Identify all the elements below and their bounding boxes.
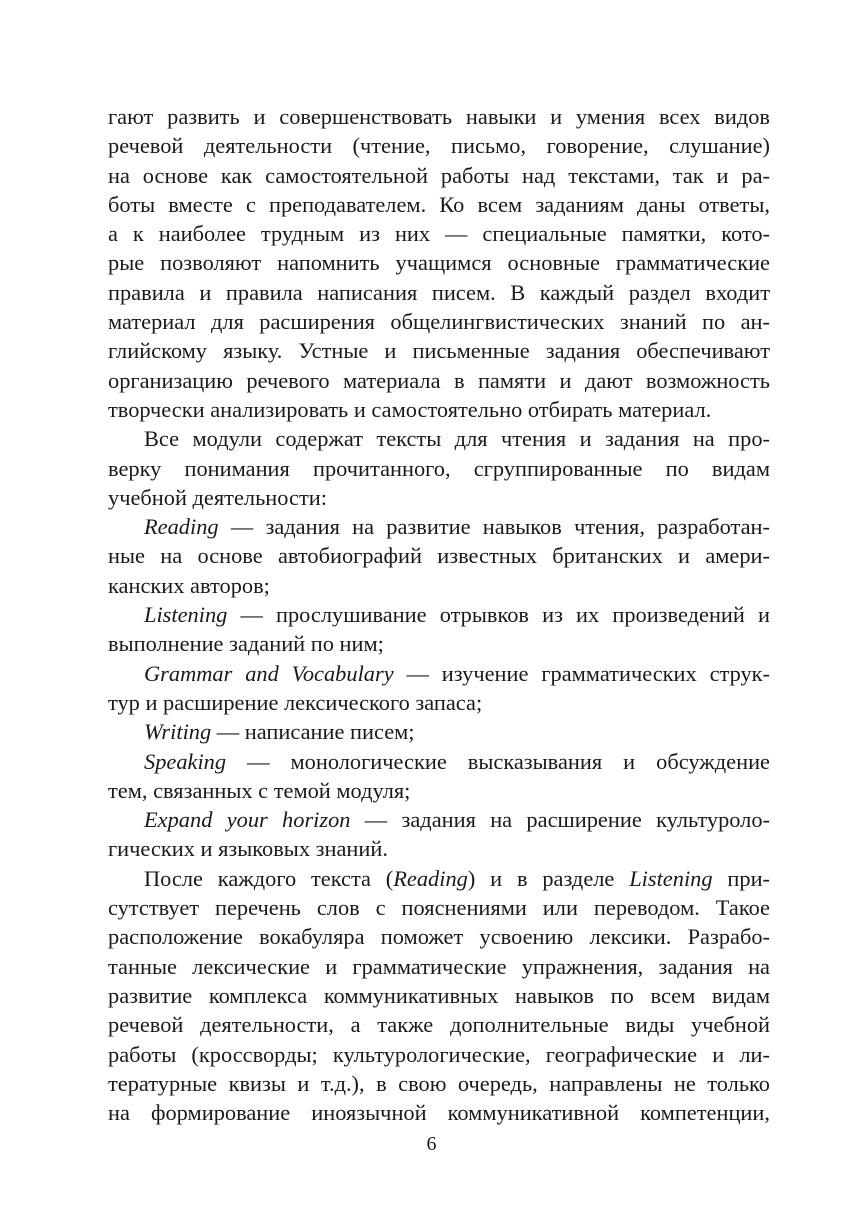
activity-item-listening [108,600,770,659]
activity-item-expand [108,805,770,864]
text-line: выполнение заданий по ним; [108,631,384,657]
activity-item-speaking [108,747,770,806]
text-line: тем, связанных с темой модуля; [108,777,411,803]
text-line: тературные квизы и т.д.), в свою очередь, направлены не только [108,1070,770,1096]
text-line: Reading — задания на развитие навыков чтения, разработан- [144,514,770,540]
text-line: После каждого текста (Reading) и в разделе Listening при- [144,865,771,891]
text-line: Все модули содержат тексты для чтения и задания на про- [144,426,770,452]
text-line: ные на основе автобиографий известных британских и амери- [108,543,770,569]
activity-item-writing [108,717,770,746]
text-line: правила и правила написания писем. В каждый раздел входит [108,279,770,305]
text-line: Grammar and Vocabulary — изучение грамматических струк- [144,660,771,686]
text-line: сутствует перечень слов с пояснениями или переводом. Такое [108,895,770,921]
paragraph-2 [108,424,770,512]
text-line: боты вместе с преподавателем. Ко всем заданиям даны ответы, [108,191,770,217]
activity-term: Listening [144,602,228,628]
text-line: учебной деятельности: [108,484,327,510]
activity-term: Speaking [144,748,227,774]
text-line: развитие комплекса коммуникативных навыков по всем видам [108,982,770,1008]
page-body [108,102,770,1127]
text-line: речевой деятельности, а также дополнительные виды учебной [108,1012,770,1038]
text-line: речевой деятельности (чтение, письмо, говорение, слушание) [108,133,770,159]
activity-item-reading [108,512,770,600]
text-line: творчески анализировать и самостоятельно отбирать материал. [108,396,712,422]
text-line: Expand your horizon — задания на расширение культуроло- [144,807,770,833]
text-line: на основе как самостоятельной работы над текстами, так и ра- [108,162,770,188]
text-line: на формирование иноязычной коммуникативной компетенции, [108,1100,770,1126]
text-line: верку понимания прочитанного, сгруппированные по видам [108,455,770,481]
text-line: тур и расширение лексического запаса; [108,689,483,715]
activity-term: Expand your horizon [144,807,351,833]
text-line: гают развить и совершенствовать навыки и умения всех видов [108,104,770,129]
text-line: танные лексические и грамматические упражнения, задания на [108,953,770,979]
activity-term: Reading [144,514,219,540]
text-line: расположение вокабуляра поможет усвоению лексики. Разрабо- [108,924,770,950]
text-line: канских авторов; [108,572,270,598]
activity-term: Grammar and Vocabulary [144,660,394,686]
text-line: рые позволяют напомнить учащимся основные грамматические [108,250,770,276]
text-line: Listening — прослушивание отрывков из их произведений и [144,602,770,628]
text-line: Speaking — монологические высказывания и обсуждение [144,748,770,774]
text-line: а к наиболее трудным из них — специальные памятки, кото- [108,221,770,247]
paragraph-1 [108,102,770,424]
text-line: Writing — написание писем; [144,719,415,745]
text-line: гических и языковых знаний. [108,836,388,862]
text-line: работы (кроссворды; культурологические, географические и ли- [108,1041,770,1067]
activity-item-grammar [108,659,770,718]
paragraph-3 [108,864,770,1128]
text-line: глийскому языку. Устные и письменные задания обеспечивают [108,338,770,364]
activity-term: Writing [144,719,212,745]
page-number: 6 [426,1133,437,1155]
text-line: организацию речевого материала в памяти и дают возможность [108,367,770,393]
text-line: материал для расширения общелингвистических знаний по ан- [108,309,770,335]
